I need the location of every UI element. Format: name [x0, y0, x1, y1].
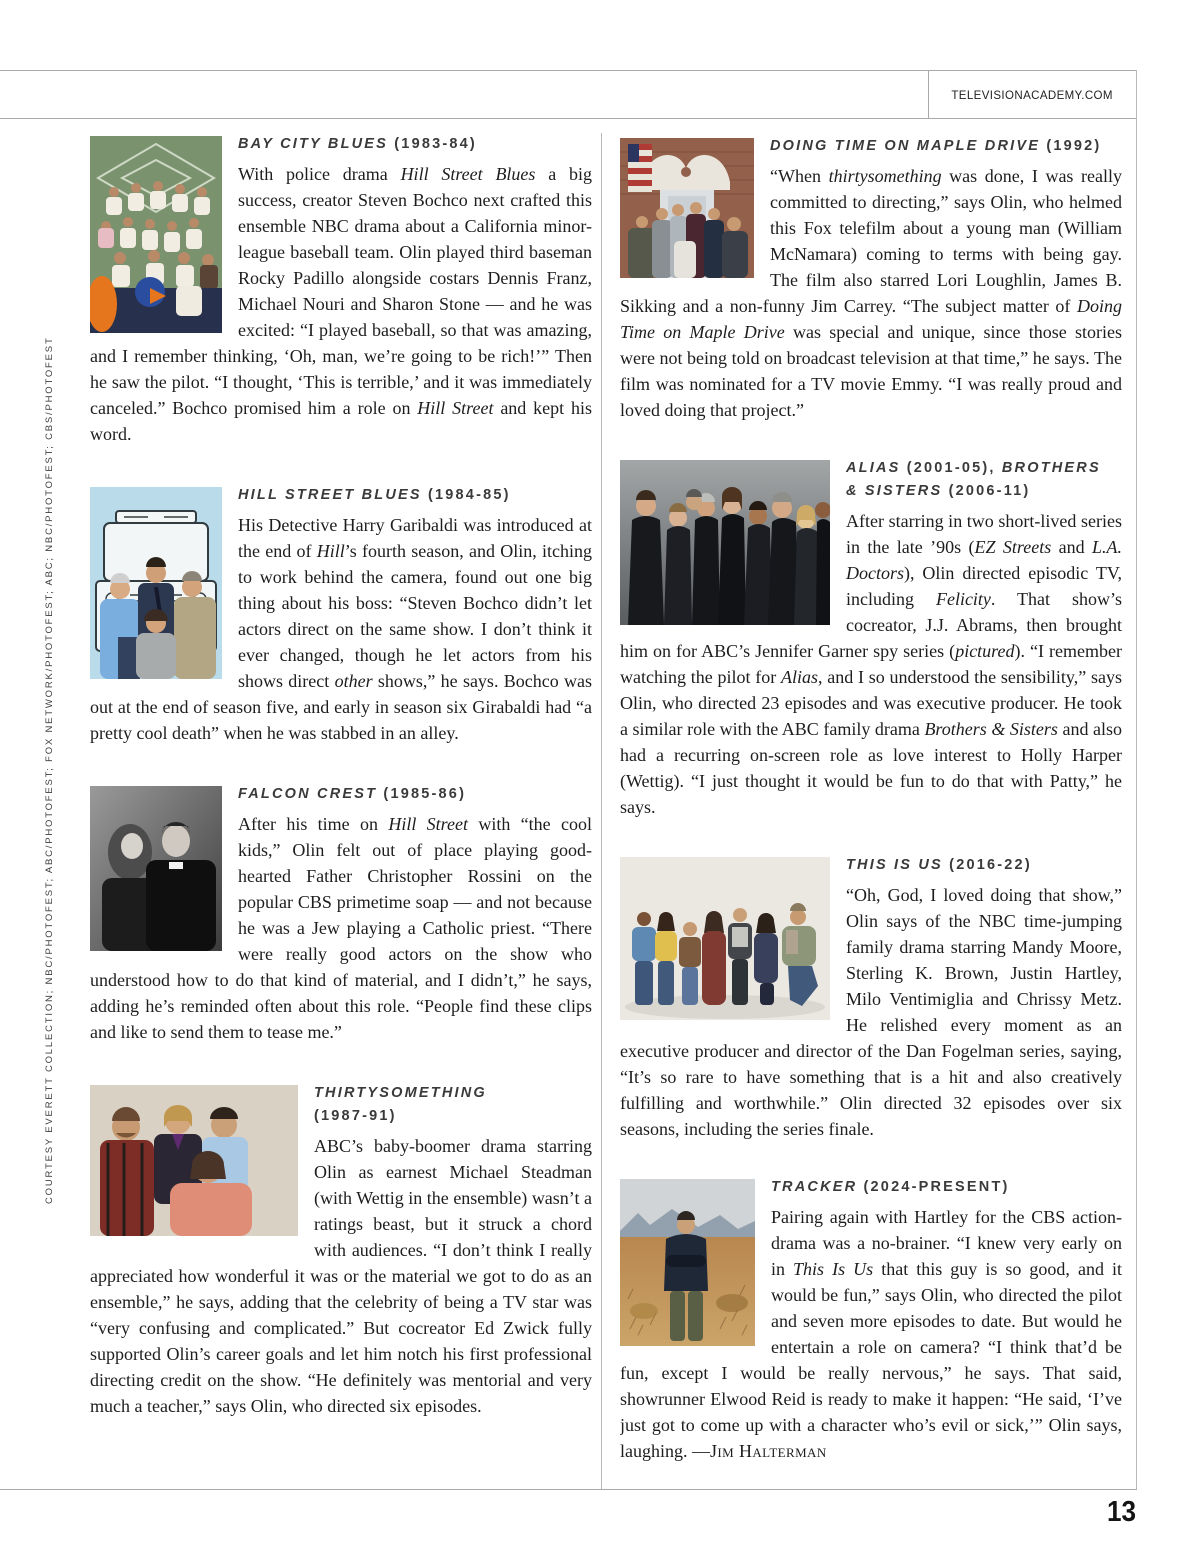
section-tracker [620, 1176, 1122, 1464]
thirtysomething-photo [90, 1085, 298, 1236]
falcon-crest-photo [90, 786, 222, 951]
tracker-photo [620, 1179, 755, 1346]
header-band [0, 70, 1136, 119]
site-url-cell [928, 71, 1136, 118]
this-is-us-photo [620, 857, 830, 1020]
section-body: With police drama Hill Street Blues a big success, creator Steven Bochco next crafted this ensemble NBC drama about a California minor-league baseball team. Olin played third baseman Rocky Padillo alongside costars Dennis Franz, Michael Nouri and Sharon Stone — and he was excited: “I played baseball, so that was amazing, and I remember thinking, ‘Oh, man, we’re going to be rich!’” Then he saw the pilot. “I thought, ‘This is terrible,’ and it was immediately canceled.” Bochco promised him a role on Hill Street and kept his word. [90, 164, 592, 444]
section-this-is-us [620, 854, 1122, 1142]
section-body: “When thirtysomething was done, I was really committed to directing,” says Olin, who helmed this Fox telefilm about a young man (William McNamara) coming to terms with being gay. The film also starred Lori Loughlin, James B. Sikking and a non-funny Jim Carrey. “The subject matter of Doing Time on Maple Drive was special and unique, since those stories were not being told on broadcast television at that time,” he says. The film was nominated for a TV movie Emmy. “I was really proud and loved doing that project.” [620, 166, 1122, 420]
page-number: 13 [1106, 1496, 1136, 1528]
left-column [90, 133, 592, 1456]
section-body: ABC’s baby-boomer drama starring Olin as earnest Michael Steadman (with Wettig in the ensemble) wasn’t a ratings beast, but it struck a chord with audiences. “I don’t think I really appreciated how wonderful it was or the material we got to do as an ensemble,” he says, adding that the celebrity of being a TV star was “very confusing and complicated.” But cocreator Ed Zwick fully supported Olin’s career goals and let him notch his first professional directing credit on the show. “He definitely was mentorial and very much a teacher,” says Olin, who directed six episodes. [90, 1136, 592, 1416]
section-body: After starring in two short-lived series in the late ’90s (EZ Streets and L.A. Doctors), Olin directed episodic TV, including Felicity. That show’s cocreator, J.J. Abrams, then brought him on for ABC’s Jennifer Garner spy series (pictured). “I remember watching the pilot for Alias, and I so understood the sensibility,” says Olin, who directed 23 episodes and was executive producer. He took a similar role with the ABC family drama Brothers & Sisters and also had a recurring on-screen role as love interest to Holly Harper (Wettig). “I just thought it would be fun to do that with Patty,” he says. [620, 511, 1122, 817]
section-alias-brothers-and-sisters [620, 457, 1122, 820]
doing-time-on-maple-drive-photo [620, 138, 754, 278]
section-thirtysomething [90, 1082, 592, 1419]
section-body: Pairing again with Hartley for the CBS action-drama was a no-brainer. “I knew very early on in This Is Us that this guy is so good, and it would be fun,” says Olin, who directed the pilot and seven more episodes to date. But would he entertain a role on camera? “I think that’d be fun, except I would be really nervous,” he says. That said, showrunner Elwood Reid is ready to make it happen: “He said, ‘I’ve just got to come up with a character who’s evil or sick,’” Olin says, laughing. —Jim Halterman [620, 1207, 1122, 1461]
section-title: FALCON CREST (1985-86) [238, 786, 467, 802]
section-body: After his time on Hill Street with “the cool kids,” Olin felt out of place playing good-hearted Father Christopher Rossini on the popular CBS primetime soap — and not because he was a Jew playing a Catholic priest. “There were really good actors on the show who understood how to do that kind of material, and I didn’t,” he says, adding he’s reminded often about this role. “People find these clips and like to send them to tease me.” [90, 814, 592, 1042]
right-column [620, 135, 1122, 1498]
section-bay-city-blues [90, 133, 592, 447]
column-divider-rule [601, 133, 602, 1489]
section-title: THIS IS US (2016-22) [846, 857, 1032, 873]
section-body: His Detective Harry Garibaldi was introduced at the end of Hill’s fourth season, and Olin, itching to work behind the camera, found out one big thing about his boss: “Steven Bochco didn’t let actors direct on the same show. I don’t think it ever changed, though he let actors from his shows direct other shows,” he says. Bochco was out at the end of season five, and early in season six Girabaldi had “a pretty cool death” when he was stabbed in an alley. [90, 515, 592, 743]
right-margin-rule [1136, 70, 1137, 1489]
section-hill-street-blues [90, 484, 592, 746]
alias-photo [620, 460, 830, 625]
section-falcon-crest [90, 783, 592, 1045]
hill-street-blues-photo [90, 487, 222, 679]
section-title: DOING TIME ON MAPLE DRIVE (1992) [770, 138, 1102, 154]
section-title: ALIAS (2001-05), BROTHERS & SISTERS (2006-11) [846, 460, 1101, 499]
section-title: TRACKER (2024-PRESENT) [771, 1179, 1010, 1195]
section-body: “Oh, God, I loved doing that show,” Olin says of the NBC time-jumping family drama starring Mandy Moore, Sterling K. Brown, Justin Hartley, Milo Ventimiglia and Chrissy Metz. He relished every moment as an executive producer and director of the Dan Fogelman series, saying, “It’s so rare to have something that is a hit and also creatively fulfilling and worthwhile.” Olin directed 32 episodes over six seasons, including the series finale. [620, 885, 1122, 1139]
section-title: BAY CITY BLUES (1983-84) [238, 136, 477, 152]
photo-credits: COURTESY EVERETT COLLECTION; NBC/PHOTOFEST; ABC/PHOTOFEST; FOX NETWORK/PHOTOFEST; ABC; NBC/PHOTOFEST; CBS/PHOTOFEST [44, 336, 55, 1204]
section-doing-time-on-maple-drive [620, 135, 1122, 423]
section-title: HILL STREET BLUES (1984-85) [238, 487, 511, 503]
site-url[interactable]: TELEVISIONACADEMY.COM [951, 87, 1114, 102]
bay-city-blues-photo [90, 136, 222, 333]
section-title: THIRTYSOMETHING (1987-91) [314, 1085, 487, 1124]
